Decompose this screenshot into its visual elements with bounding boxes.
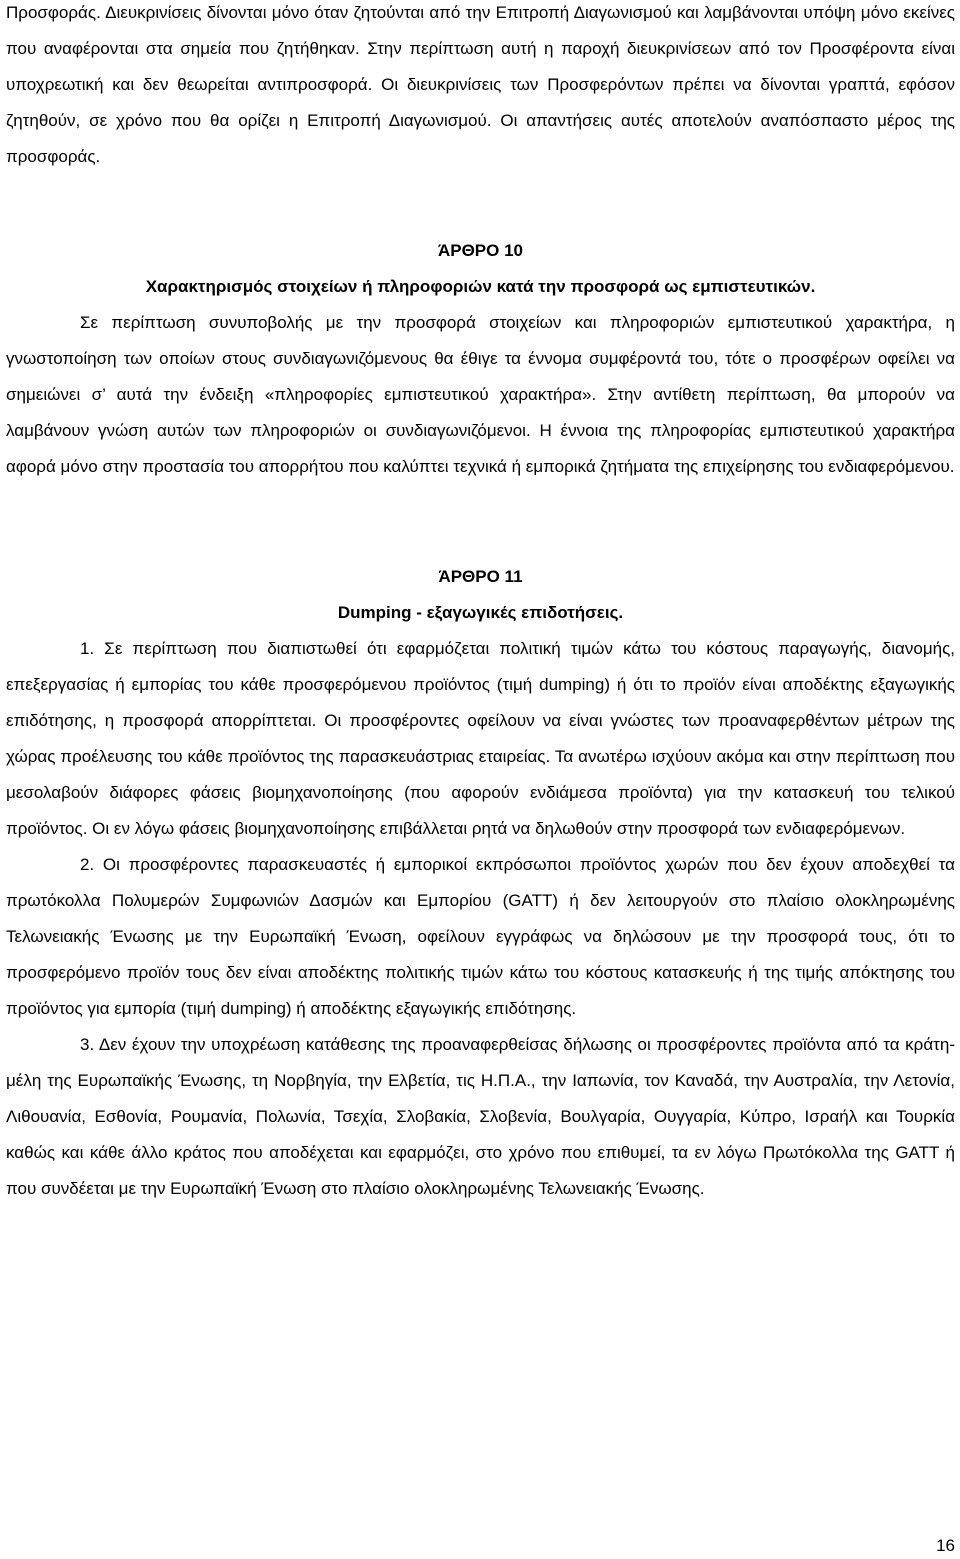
article-11-title: Dumping - εξαγωγικές επιδοτήσεις. xyxy=(337,603,624,622)
article-11-number: ΆΡΘΡΟ 11 xyxy=(438,567,523,586)
article-10-number: ΆΡΘΡΟ 10 xyxy=(437,241,524,260)
article-11-paragraph-1: 1. Σε περίπτωση που διαπιστωθεί ότι εφαρμόζεται πολιτική τιμών κάτω του κόστους παραγωγής, διανομής, επεξεργασίας ή εμπορίας του κάθε προσφερόμενου προϊόντος (τιμή dumping) ή ότι το προϊόν είναι αποδέκτης εξαγωγικής επιδότησης, η προσφορά απορρίπτεται. Οι προσφέροντες οφείλουν να είναι γνώστες των προαναφερθέντων μέτρων της χώρας προέλευσης του κάθε προϊόντος της παρασκευάστριας εταιρείας. Τα ανωτέρω ισχύουν ακόμα και στην περίπτωση που μεσολαβούν διάφορες φάσεις βιομηχανοποίησης (που αφορούν ενδιάμεσα προϊόντα) για την κατασκευή του τελικού προϊόντος. Οι εν λόγω φάσεις βιομηχανοποίησης επιβάλλεται ρητά να δηλωθούν στην προσφορά των ενδιαφερόμενων. xyxy=(6,639,955,838)
article-11-paragraph-2: 2. Οι προσφέροντες παρασκευαστές ή εμπορικοί εκπρόσωποι προϊόντος χωρών που δεν έχουν αποδεχθεί τα πρωτόκολλα Πολυμερών Συμφωνιών Δασμών και Εμπορίου (GATT) ή δεν λειτουργούν στο πλαίσιο ολοκληρωμένης Τελωνειακής Ένωσης με την Ευρωπαϊκή Ένωση, οφείλουν εγγράφως να δηλώσουν με την προσφορά τους, ότι το προσφερόμενο προϊόν τους δεν είναι αποδέκτης πολιτικής τιμών κάτω του κόστους κατασκευής ή της τιμής απόκτησης του προϊόντος για εμπορία (τιμή dumping) ή αποδέκτης εξαγωγικής επιδότησης. xyxy=(6,855,955,1018)
document-page xyxy=(6,0,955,1207)
page-number: 16 xyxy=(936,1536,955,1555)
article-10-paragraph: Σε περίπτωση συνυποβολής με την προσφορά στοιχείων και πληροφοριών εμπιστευτικού χαρακτήρα, η γνωστοποίηση των οποίων στους συνδιαγωνιζόμενους θα έθιγε τα έννομα συμφέροντά του, τότε ο προσφέρων οφείλει να σημειώνει σ’ αυτά την ένδειξη «πληροφορίες εμπιστευτικού χαρακτήρα». Στην αντίθετη περίπτωση, θα μπορούν να λαμβάνουν γνώση αυτών των πληροφοριών οι συνδιαγωνιζόμενοι. Η έννοια της πληροφορίας εμπιστευτικού χαρακτήρα αφορά μόνο στην προστασία του απορρήτου που καλύπτει τεχνικά ή εμπορικά ζητήματα της επιχείρησης του ενδιαφερόμενου. xyxy=(6,313,955,476)
article-11-paragraph-3: 3. Δεν έχουν την υποχρέωση κατάθεσης της προαναφερθείσας δήλωσης οι προσφέροντες προϊόντα από τα κράτη-μέλη της Ευρωπαϊκής Ένωσης, τη Νορβηγία, την Ελβετία, τις Η.Π.Α., την Ιαπωνία, τον Καναδά, την Αυστραλία, την Λετονία, Λιθουανία, Εσθονία, Ρουμανία, Πολωνία, Τσεχία, Σλοβακία, Σλοβενία, Βουλγαρία, Ουγγαρία, Κύπρο, Ισραήλ και Τουρκία καθώς και κάθε άλλο κράτος που αποδέχεται και εφαρμόζει, στο χρόνο που επιθυμεί, τα εν λόγω Πρωτόκολλα της GATT ή που συνδέεται με την Ευρωπαϊκή Ένωση στο πλαίσιο ολοκληρωμένης Τελωνειακής Ένωσης. xyxy=(6,1035,955,1198)
article-10-title: Χαρακτηρισμός στοιχείων ή πληροφοριών κατά την προσφορά ως εμπιστευτικών. xyxy=(145,277,816,296)
intro-paragraph: Προσφοράς. Διευκρινίσεις δίνονται μόνο όταν ζητούνται από την Επιτροπή Διαγωνισμού και λαμβάνονται υπόψη μόνο εκείνες που αναφέρονται στα σημεία που ζητήθηκαν. Στην περίπτωση αυτή η παροχή διευκρινίσεων από τον Προσφέροντα είναι υποχρεωτική και δεν θεωρείται αντιπροσφορά. Οι διευκρινίσεις των Προσφερόντων πρέπει να δίνονται γραπτά, εφόσον ζητηθούν, σε χρόνο που θα ορίζει η Επιτροπή Διαγωνισμού. Οι απαντήσεις αυτές αποτελούν αναπόσπαστο μέρος της προσφοράς. xyxy=(6,3,955,166)
